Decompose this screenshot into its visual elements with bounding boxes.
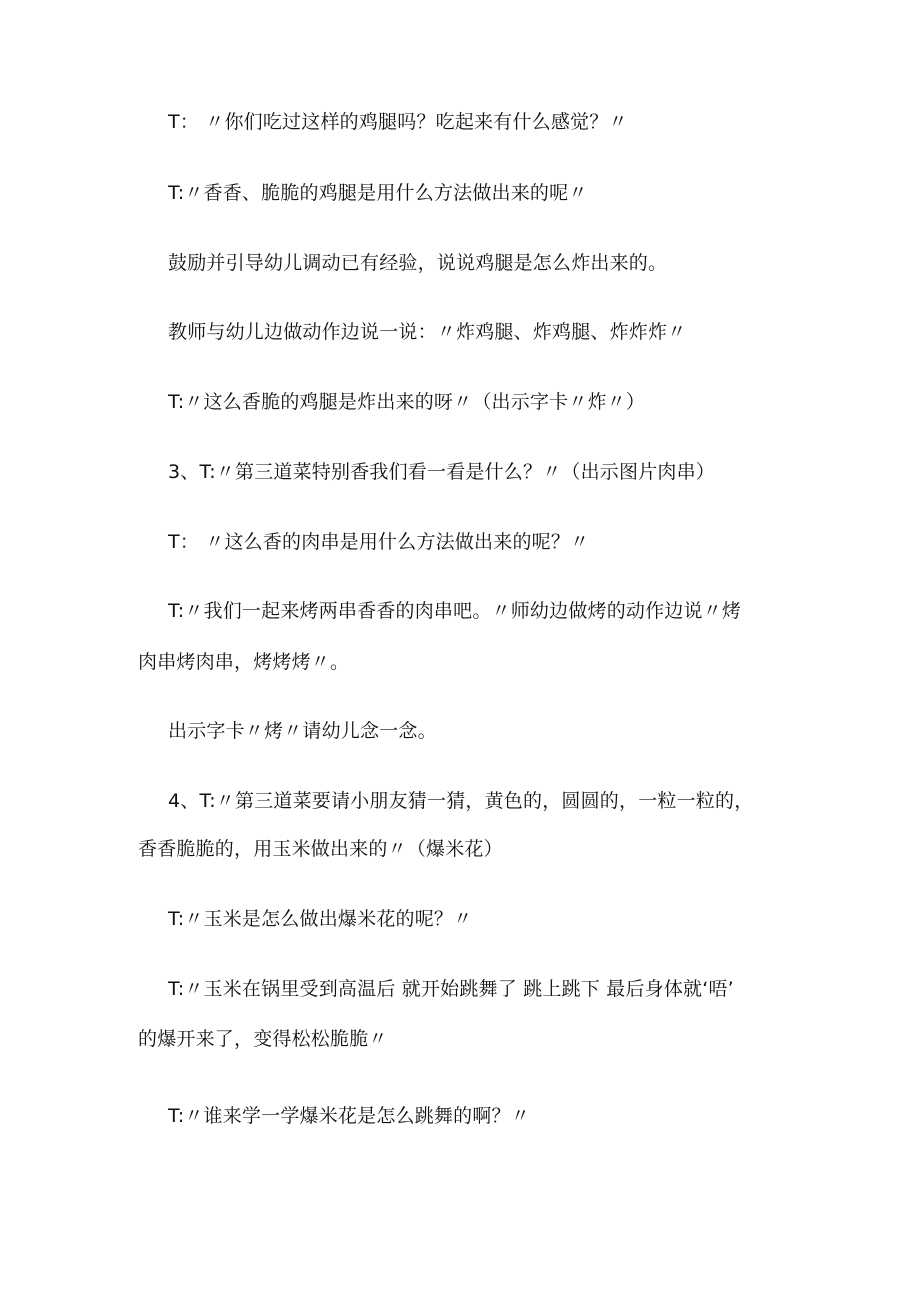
text-line: 出示字卡〃烤〃请幼儿念一念。 — [168, 720, 437, 742]
text-line: 香香脆脆的，用玉米做出来的〃（爆米花） — [138, 838, 503, 860]
text-line: T:〃这么香脆的鸡腿是炸出来的呀〃（出示字卡〃炸〃） — [168, 391, 646, 413]
text-line: 肉串烤肉串，烤烤烤〃。 — [138, 651, 350, 673]
text-line: T： 〃这么香的肉串是用什么方法做出来的呢？〃 — [168, 531, 590, 553]
text-line: T:〃香香、脆脆的鸡腿是用什么方法做出来的呢〃 — [168, 182, 588, 204]
text-line: T:〃玉米是怎么做出爆米花的呢？〃 — [168, 908, 473, 930]
text-line: T： 〃你们吃过这样的鸡腿吗？吃起来有什么感觉？〃 — [168, 111, 628, 133]
text-line: 鼓励并引导幼儿调动已有经验，说说鸡腿是怎么炸出来的。 — [168, 252, 668, 274]
text-line: T:〃谁来学一学爆米花是怎么跳舞的啊？〃 — [168, 1105, 530, 1127]
text-line: T:〃我们一起来烤两串香香的肉串吧。〃师幼边做烤的动作边说〃烤 — [168, 600, 742, 622]
text-line: 教师与幼儿边做动作边说一说：〃炸鸡腿、炸鸡腿、炸炸炸〃 — [168, 321, 687, 343]
text-line: T:〃玉米在锅里受到高温后 就开始跳舞了 跳上跳下 最后身体就‘唔’ — [168, 978, 734, 1000]
text-line: 3、T:〃第三道菜特别香我们看一看是什么？〃（出示图片肉串） — [168, 461, 716, 483]
text-line: 4、T:〃第三道菜要请小朋友猜一猜，黄色的，圆圆的，一粒一粒的， — [168, 790, 754, 812]
text-line: 的爆开来了，变得松松脆脆〃 — [138, 1028, 388, 1050]
